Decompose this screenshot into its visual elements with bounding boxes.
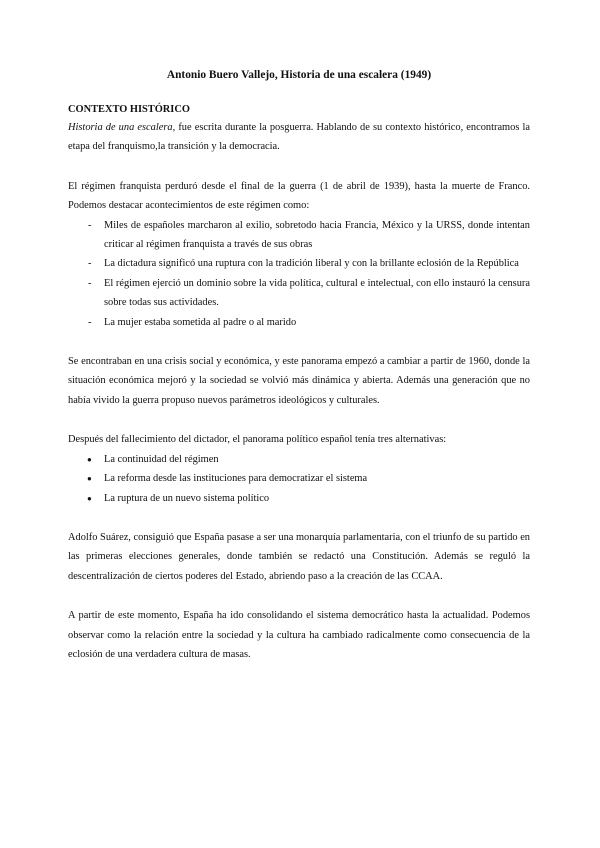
crisis-paragraph: Se encontraban en una crisis social y económica, y este panorama empezó a cambiar a partir de 1960, donde la situación económica mejoró y la sociedad se volvió más dinámica y abierta. Además una generación que no había vivido la guerra propuso nuevos parámetros ideológicos y culturales.: [68, 356, 530, 406]
spacer: [68, 332, 530, 352]
list-item: ● La reforma desde las instituciones para democratizar el sistema: [68, 469, 530, 488]
document-title: Antonio Buero Vallejo, Historia de una escalera (1949): [166, 69, 432, 81]
work-title: Historia de una escalera,: [68, 122, 176, 133]
list-item: ● La continuidad del régimen: [68, 450, 530, 469]
section-heading: CONTEXTO HISTÓRICO: [68, 104, 190, 115]
list-item: - El régimen ejerció un dominio sobre la vida política, cultural e intelectual, con ello instauró la censura sobre todas sus actividades.: [68, 274, 530, 313]
intro-text: fue escrita durante la posguerra. Hablando de su contexto histórico, encontramos la etapa del franquismo,la transición y la democracia.: [68, 122, 530, 153]
spacer: [68, 586, 530, 606]
alternatives-paragraph: Después del fallecimiento del dictador, el panorama político español tenía tres alternativas:: [68, 434, 447, 446]
spacer: [68, 508, 530, 528]
spacer: [68, 157, 530, 177]
list-item: - La mujer estaba sometida al padre o al marido: [68, 313, 530, 332]
franquismo-paragraph: El régimen franquista perduró desde el final de la guerra (1 de abril de 1939), hasta la muerte de Franco. Podemos destacar acontecimientos de este régimen como:: [68, 180, 530, 212]
final-paragraph: A partir de este momento, España ha ido consolidando el sistema democrático hasta la actualidad. Podemos observar como la relación entre la sociedad y la cultura ha cambiado radicalmente como consecuencia de la eclosión de una verdadera cultura de masas.: [68, 610, 530, 660]
list-item: - La dictadura significó una ruptura con la tradición liberal y con la brillante eclosión de la República: [68, 254, 530, 273]
alternatives-list: [68, 450, 530, 508]
intro-paragraph: [68, 118, 530, 157]
suarez-paragraph: Adolfo Suárez, consiguió que España pasase a ser una monarquía parlamentaria, con el triunfo de su partido en las primeras elecciones generales, donde también se redactó una Constitución. Además se reguló la descentralización de ciertos poderes del Estado, abriendo paso a la creación de las CCAA.: [68, 531, 530, 582]
events-list: [68, 216, 530, 332]
list-item: ● La ruptura de un nuevo sistema político: [68, 489, 530, 508]
list-item: - Miles de españoles marcharon al exilio, sobretodo hacia Francia, México y la URSS, donde intentan criticar al régimen franquista a través de sus obras: [68, 216, 530, 255]
spacer: [68, 410, 530, 430]
